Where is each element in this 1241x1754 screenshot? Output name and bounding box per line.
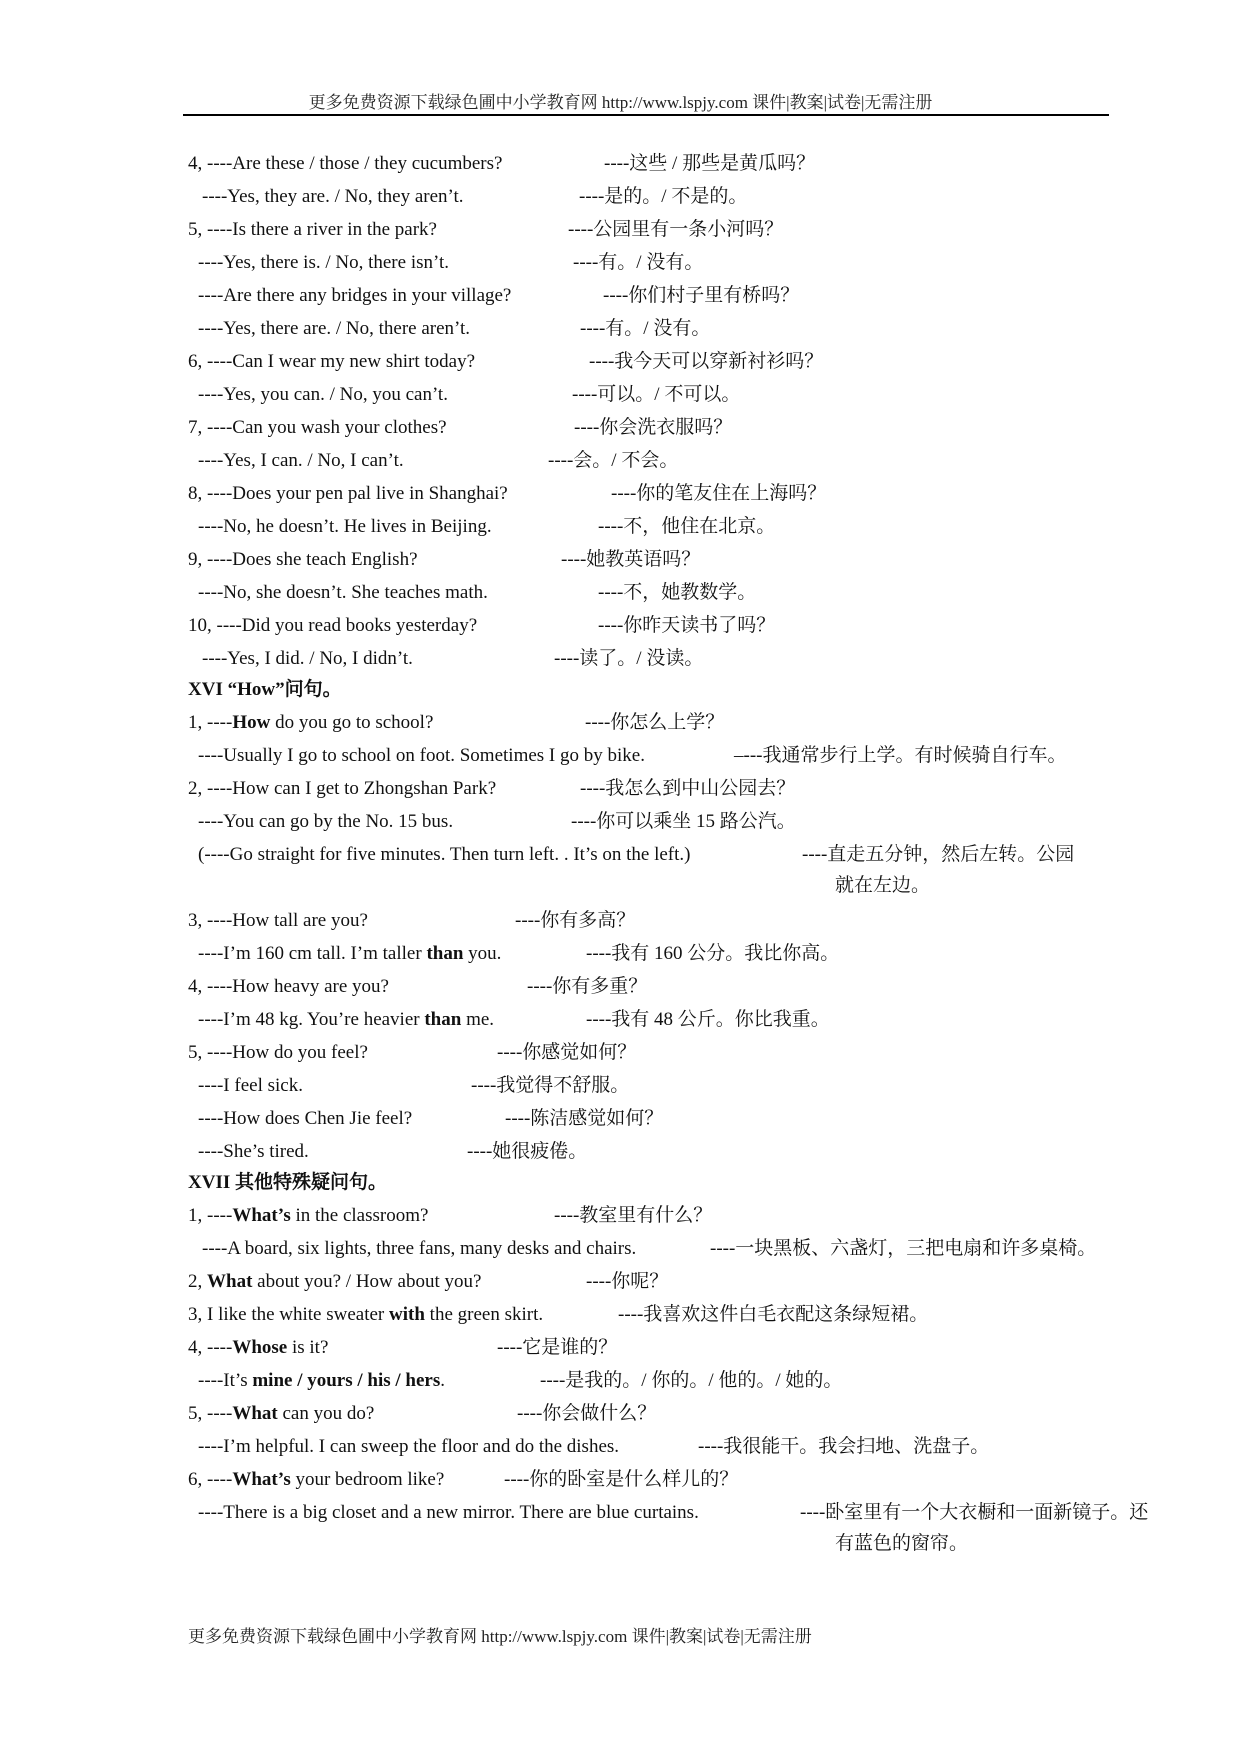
qa-line-en: 4, ----Are these / those / they cucumbers? (188, 153, 503, 174)
qa-line-en: 7, ----Can you wash your clothes? (188, 417, 447, 438)
qa-line-en: 4, ----Whose is it? (188, 1337, 329, 1358)
qa-line-en: ----I’m helpful. I can sweep the floor and do the dishes. (198, 1436, 620, 1457)
qa-line-cn: ----不，她教数学。 (598, 582, 757, 603)
qa-line-cn: ----我今天可以穿新衬衫吗？ (589, 351, 824, 372)
qa-line-cn: ----它是谁的？ (497, 1337, 618, 1358)
section-heading-other: XVII 其他特殊疑问句。 (188, 1172, 387, 1193)
qa-line-cn: ----你可以乘坐 15 路公汽。 (571, 811, 796, 832)
qa-line-en: ----No, she doesn’t. She teaches math. (198, 582, 488, 603)
qa-line-cn: ----一块黑板、六盏灯，三把电扇和许多桌椅。 (710, 1238, 1097, 1259)
qa-line-en: 4, ----How heavy are you? (188, 976, 389, 997)
qa-line-cn: ----公园里有一条小河吗？ (568, 219, 784, 240)
qa-line-en: ----Yes, I did. / No, I didn’t. (202, 648, 413, 669)
qa-line-cn: ----你怎么上学？ (585, 712, 725, 733)
qa-line-en: 5, ----How do you feel? (188, 1042, 368, 1063)
qa-line-cn: –---我通常步行上学。有时候骑自行车。 (734, 745, 1067, 766)
qa-line-cn: ----不，他住在北京。 (598, 516, 776, 537)
qa-line-en: ----How does Chen Jie feel? (198, 1108, 413, 1129)
qa-line-cn: ----你会洗衣服吗？ (574, 417, 733, 438)
qa-line-en: ----Yes, there are. / No, there aren’t. (198, 318, 471, 339)
section-heading-how: XVI “How”问句。 (188, 679, 342, 700)
qa-line-cn: ----我喜欢这件白毛衣配这条绿短裙。 (618, 1304, 929, 1325)
qa-line-cn-cont: 就在左边。 (835, 875, 931, 896)
qa-line-en: 3, ----How tall are you? (188, 910, 368, 931)
qa-line-en: ----Usually I go to school on foot. Sometimes I go by bike. (198, 745, 645, 766)
qa-line-en: 1, ----How do you go to school? (188, 712, 434, 733)
qa-line-cn: ----你的卧室是什么样儿的？ (504, 1469, 739, 1490)
qa-line-en: ----There is a big closet and a new mirror. There are blue curtains. (198, 1502, 699, 1523)
qa-line-cn: ----是我的。/ 你的。/ 他的。/ 她的。 (540, 1370, 843, 1391)
qa-line-en: ----Yes, there is. / No, there isn’t. (198, 252, 450, 273)
qa-line-en: 3, I like the white sweater with the green skirt. (188, 1304, 544, 1325)
qa-line-en: 5, ----Is there a river in the park? (188, 219, 437, 240)
qa-line-cn: ----你感觉如何？ (497, 1042, 637, 1063)
qa-line-cn: ----陈洁感觉如何？ (505, 1108, 664, 1129)
qa-line-en: 9, ----Does she teach English? (188, 549, 418, 570)
qa-line-cn: ----我有 160 公分。我比你高。 (586, 943, 840, 964)
qa-line-en: 2, ----How can I get to Zhongshan Park? (188, 778, 497, 799)
page-footer: 更多免费资源下载绿色圃中小学教育网 http://www.lspjy.com 课件|教案|试卷|无需注册 (188, 1627, 812, 1646)
qa-line-en: ----Yes, you can. / No, you can’t. (198, 384, 448, 405)
qa-line-en: ----I’m 48 kg. You’re heavier than me. (198, 1009, 495, 1030)
qa-line-en: 6, ----What’s your bedroom like? (188, 1469, 445, 1490)
qa-line-en: ----I’m 160 cm tall. I’m taller than you. (198, 943, 502, 964)
qa-line-cn: ----她很疲倦。 (467, 1141, 588, 1162)
qa-line-en: 5, ----What can you do? (188, 1403, 375, 1424)
qa-line-en: ----She’s tired. (198, 1141, 309, 1162)
qa-line-cn: ----我怎么到中山公园去？ (580, 778, 796, 799)
qa-line-cn: ----我觉得不舒服。 (471, 1075, 630, 1096)
qa-line-en: 2, What about you? / How about you? (188, 1271, 482, 1292)
qa-line-cn: ----我很能干。我会扫地、洗盘子。 (698, 1436, 990, 1457)
qa-line-en: ----I feel sick. (198, 1075, 303, 1096)
qa-line-cn: ----会。/ 不会。 (548, 450, 679, 471)
page-header: 更多免费资源下载绿色圃中小学教育网 http://www.lspjy.com 课件|教案|试卷|无需注册 (308, 93, 933, 112)
qa-line-cn: ----卧室里有一个大衣橱和一面新镜子。还 (800, 1502, 1149, 1523)
qa-line-cn: ----有。/ 没有。 (573, 252, 704, 273)
qa-line-cn: ----她教英语吗？ (561, 549, 701, 570)
qa-line-en: ----Yes, they are. / No, they aren’t. (202, 186, 464, 207)
qa-line-cn: ----有。/ 没有。 (580, 318, 711, 339)
qa-line-en: ----A board, six lights, three fans, many desks and chairs. (202, 1238, 637, 1259)
qa-line-cn-cont: 有蓝色的窗帘。 (835, 1533, 969, 1554)
qa-line-cn: ----读了。/ 没读。 (554, 648, 704, 669)
qa-line-en: ----Are there any bridges in your village? (198, 285, 512, 306)
qa-line-cn: ----我有 48 公斤。你比我重。 (586, 1009, 830, 1030)
qa-line-en: ----Yes, I can. / No, I can’t. (198, 450, 404, 471)
qa-line-cn: ----是的。/ 不是的。 (579, 186, 748, 207)
qa-line-en: 8, ----Does your pen pal live in Shanghai? (188, 483, 508, 504)
qa-line-cn: ----你昨天读书了吗？ (598, 615, 776, 636)
qa-line-cn: ----你的笔友住在上海吗？ (611, 483, 827, 504)
qa-line-en: 6, ----Can I wear my new shirt today? (188, 351, 476, 372)
header-rule (183, 114, 1109, 116)
qa-line-en: ----No, he doesn’t. He lives in Beijing. (198, 516, 492, 537)
qa-line-en: 10, ----Did you read books yesterday? (188, 615, 478, 636)
qa-line-cn: ----教室里有什么？ (554, 1205, 713, 1226)
qa-line-en: (----Go straight for five minutes. Then turn left. . It’s on the left.) (198, 844, 691, 865)
qa-line-en: ----It’s mine / yours / his / hers. (198, 1370, 445, 1391)
qa-line-cn: ----你有多高？ (515, 910, 636, 931)
qa-line-cn: ----可以。/ 不可以。 (572, 384, 741, 405)
qa-line-cn: ----你会做什么？ (517, 1403, 657, 1424)
qa-line-cn: ----这些 / 那些是黄瓜吗？ (604, 153, 816, 174)
qa-line-cn: ----你呢？ (586, 1271, 669, 1292)
qa-line-cn: ----你们村子里有桥吗？ (603, 285, 800, 306)
qa-line-en: ----You can go by the No. 15 bus. (198, 811, 454, 832)
qa-line-cn: ----直走五分钟，然后左转。公园 (802, 844, 1075, 865)
qa-line-cn: ----你有多重？ (527, 976, 648, 997)
qa-line-en: 1, ----What’s in the classroom? (188, 1205, 429, 1226)
